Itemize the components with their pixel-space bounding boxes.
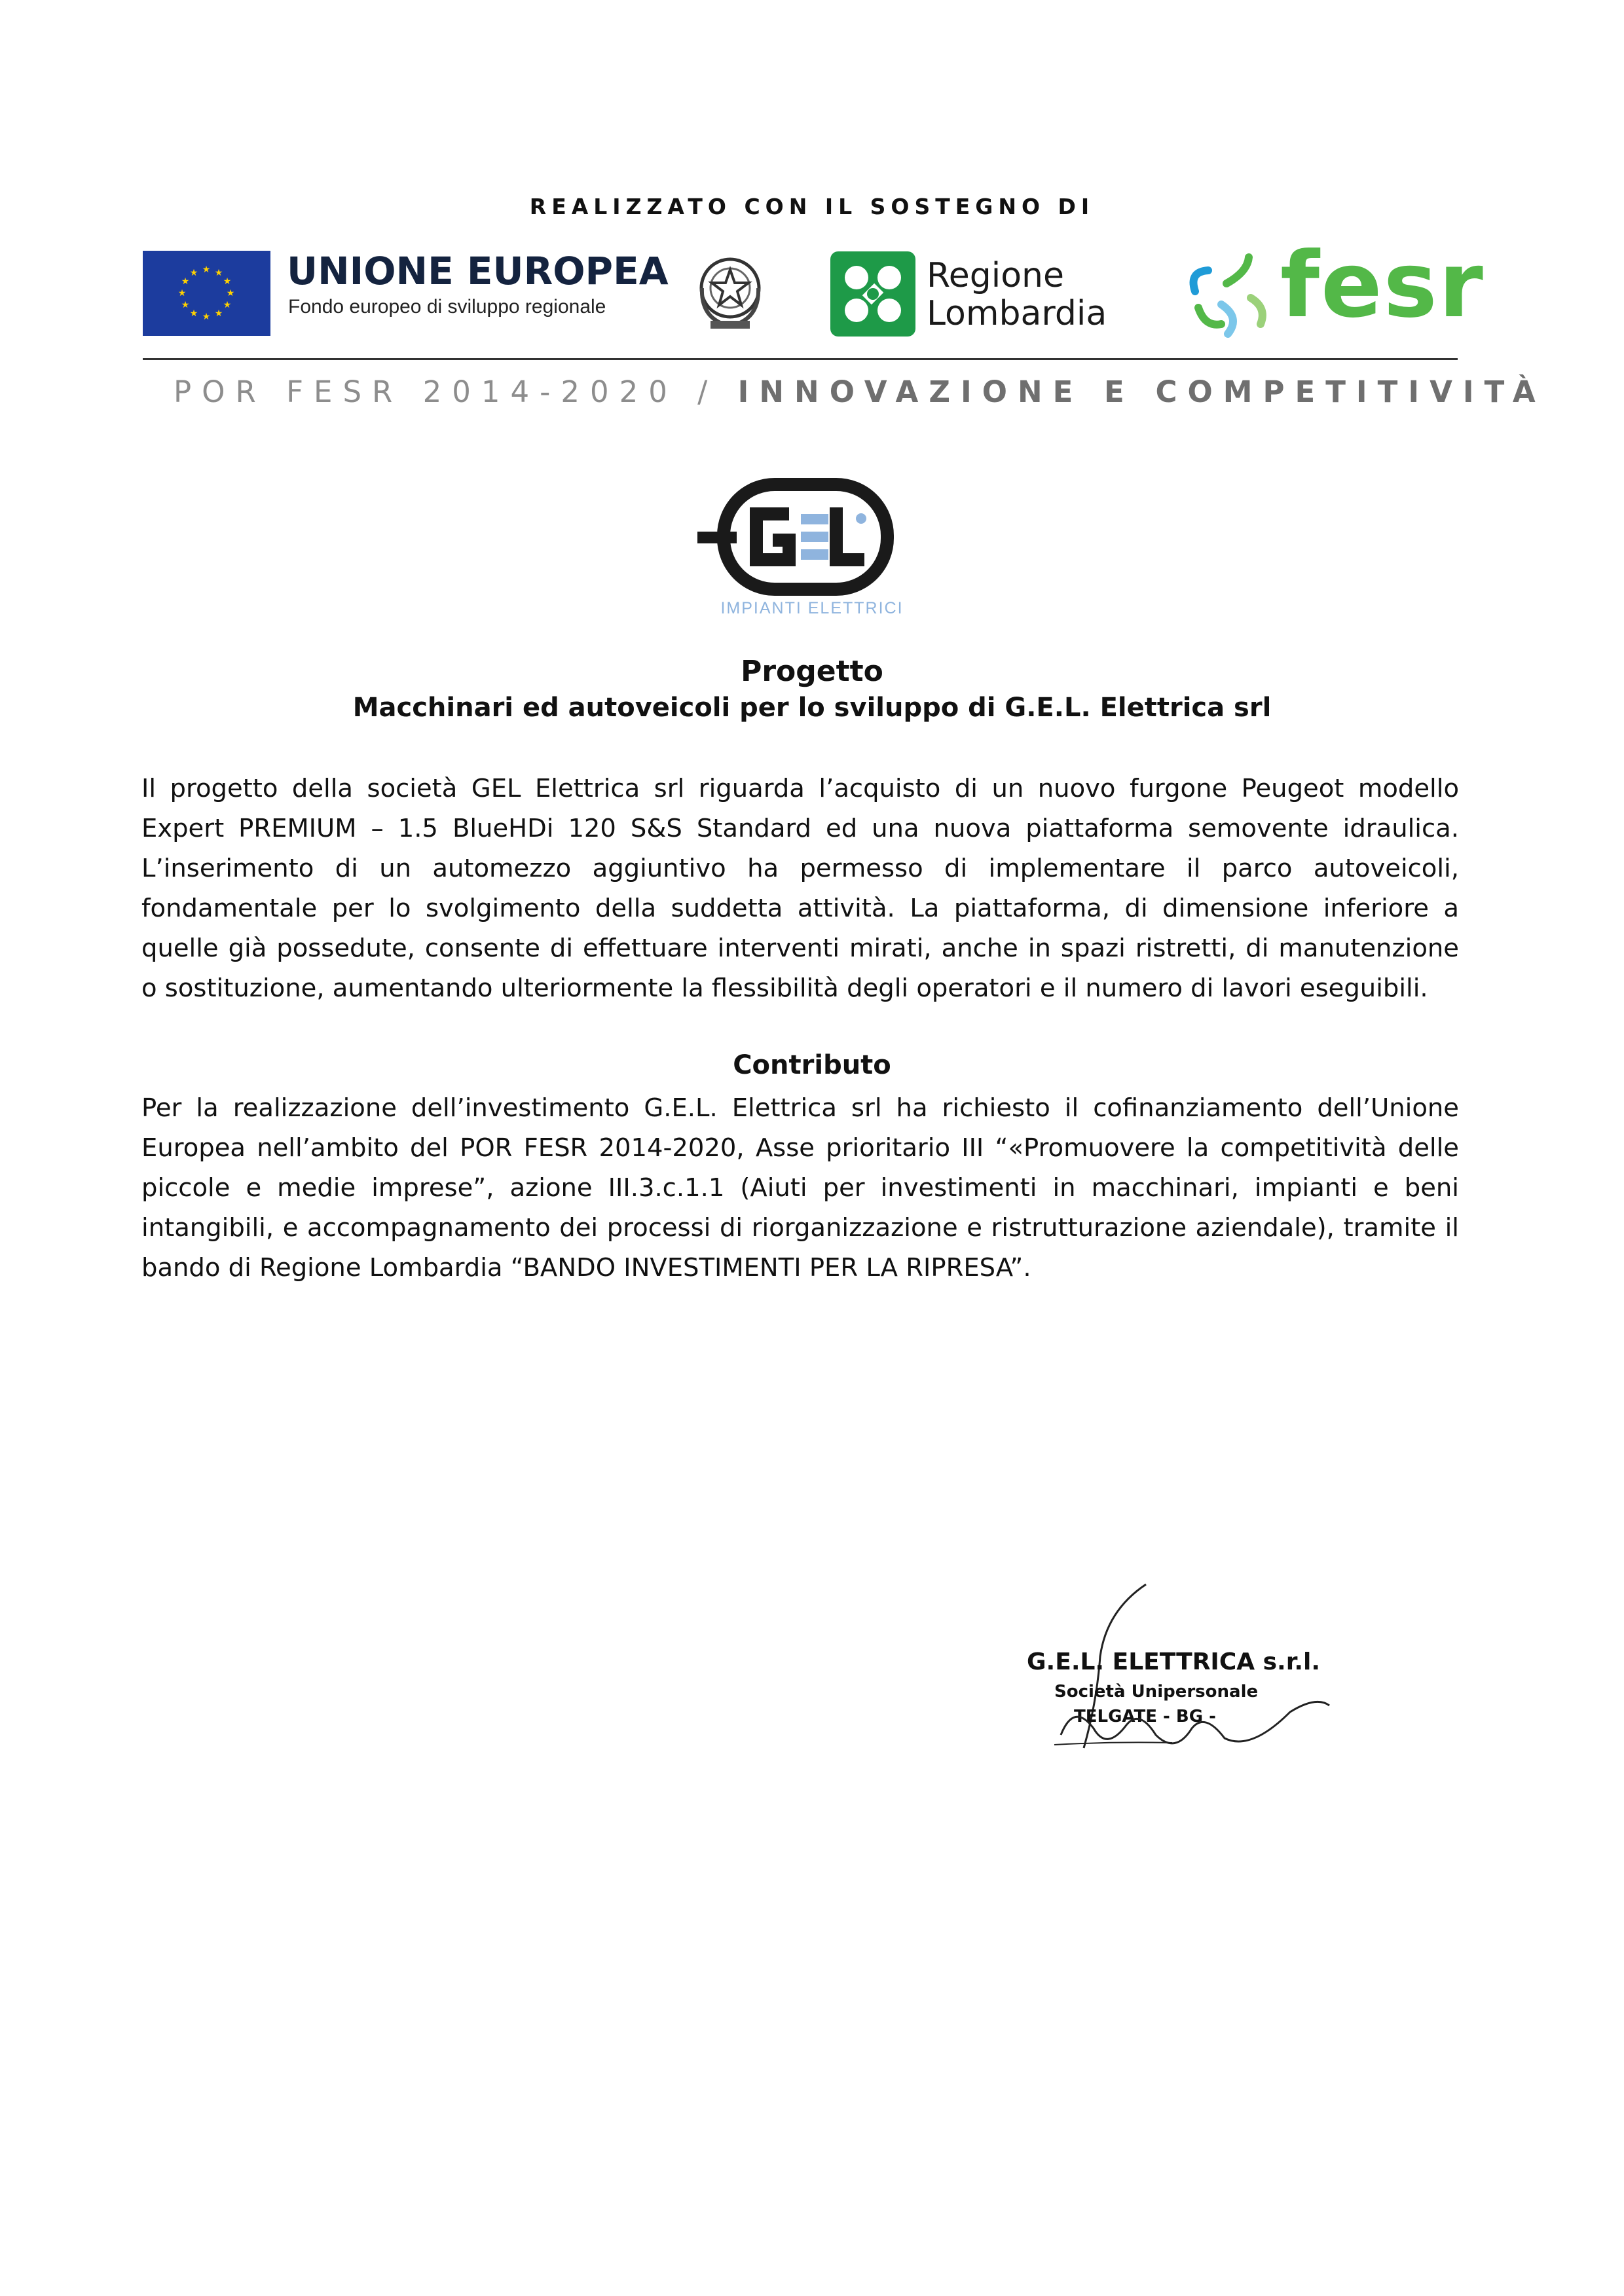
- program-name: POR FESR 2014-2020 /: [174, 374, 738, 409]
- stamp-line2: Società Unipersonale: [1054, 1682, 1259, 1702]
- italian-republic-emblem-icon: [688, 247, 773, 338]
- regione-lombardia-name: [927, 257, 1107, 333]
- program-line: [174, 374, 1546, 409]
- header-divider: [143, 358, 1458, 360]
- svg-text:★: ★: [202, 264, 211, 275]
- eu-name: UNIONE EUROPEA: [287, 249, 669, 293]
- stamp-company: G.E.L. ELETTRICA s.r.l.: [1027, 1649, 1321, 1675]
- svg-text:★: ★: [214, 308, 223, 319]
- svg-text:★: ★: [181, 300, 190, 310]
- svg-text:★: ★: [189, 268, 198, 278]
- eu-fund-subtitle: Fondo europeo di sviluppo regionale: [288, 296, 606, 318]
- fesr-swirl-icon: [1175, 246, 1277, 342]
- svg-text:★: ★: [177, 288, 187, 299]
- regione-line2: Lombardia: [927, 294, 1107, 333]
- regione-lombardia-logo-icon: [830, 251, 915, 337]
- svg-text:★: ★: [223, 300, 232, 310]
- company-stamp-signature: [1015, 1571, 1356, 1768]
- svg-text:★: ★: [214, 268, 223, 278]
- support-caption: REALIZZATO CON IL SOSTEGNO DI: [529, 194, 1095, 219]
- fesr-wordmark: fesr: [1280, 232, 1485, 338]
- logo-tagline: IMPIANTI ELETTRICI: [720, 599, 904, 617]
- svg-text:★: ★: [202, 312, 211, 322]
- project-paragraph: Il progetto della società GEL Elettrica srl riguarda l’acquisto di un nuovo furgone Peugeot modello Expert PREMIUM – 1.5 BlueHDi 120 S&S Standard ed una nuova piattaforma semovente idraulica. L’inserimento di un automezzo aggiuntivo ha permesso di implementare il parco autoveicoli, fondamentale per lo svolgimento della suddetta attività. La piattaforma, di dimensione inferiore a quelle già possedute, consente di effettuare interventi mirati, anche in spazi ristretti, di manutenzione o sostituzione, aumentando ulteriormente la flessibilità degli operatori e il numero di lavori eseguibili.: [141, 774, 1459, 1003]
- stamp-line3: TELGATE - BG -: [1074, 1707, 1216, 1726]
- program-axis: INNOVAZIONE E COMPETITIVITÀ: [737, 374, 1546, 409]
- regione-line1: Regione: [927, 256, 1065, 295]
- contribution-paragraph: Per la realizzazione dell’investimento G.E.L. Elettrica srl ha richiesto il cofinanziamento dell’Unione Europea nell’ambito del POR FESR 2014-2020, Asse prioritario III “«Promuovere la competitività delle piccole e medie imprese”, azione III.3.c.1.1 (Aiuti per investimenti in macchinari, impianti e beni intangibili, e accompagnamento dei processi di riorganizzazione e ristrutturazione aziendale), tramite il bando di Regione Lombardia “BANDO INVESTIMENTI PER LA RIPRESA”.: [141, 1093, 1459, 1283]
- svg-text:★: ★: [181, 276, 190, 287]
- document-subtitle: Macchinari ed autoveicoli per lo sviluppo di G.E.L. Elettrica srl: [352, 693, 1272, 723]
- contribution-heading: Contributo: [733, 1050, 891, 1080]
- document-title: Progetto: [741, 655, 883, 688]
- svg-text:★: ★: [223, 276, 232, 287]
- gel-logo-icon: [697, 478, 900, 602]
- svg-text:★: ★: [189, 308, 198, 319]
- eu-flag-icon: [143, 251, 270, 336]
- svg-text:★: ★: [226, 288, 235, 299]
